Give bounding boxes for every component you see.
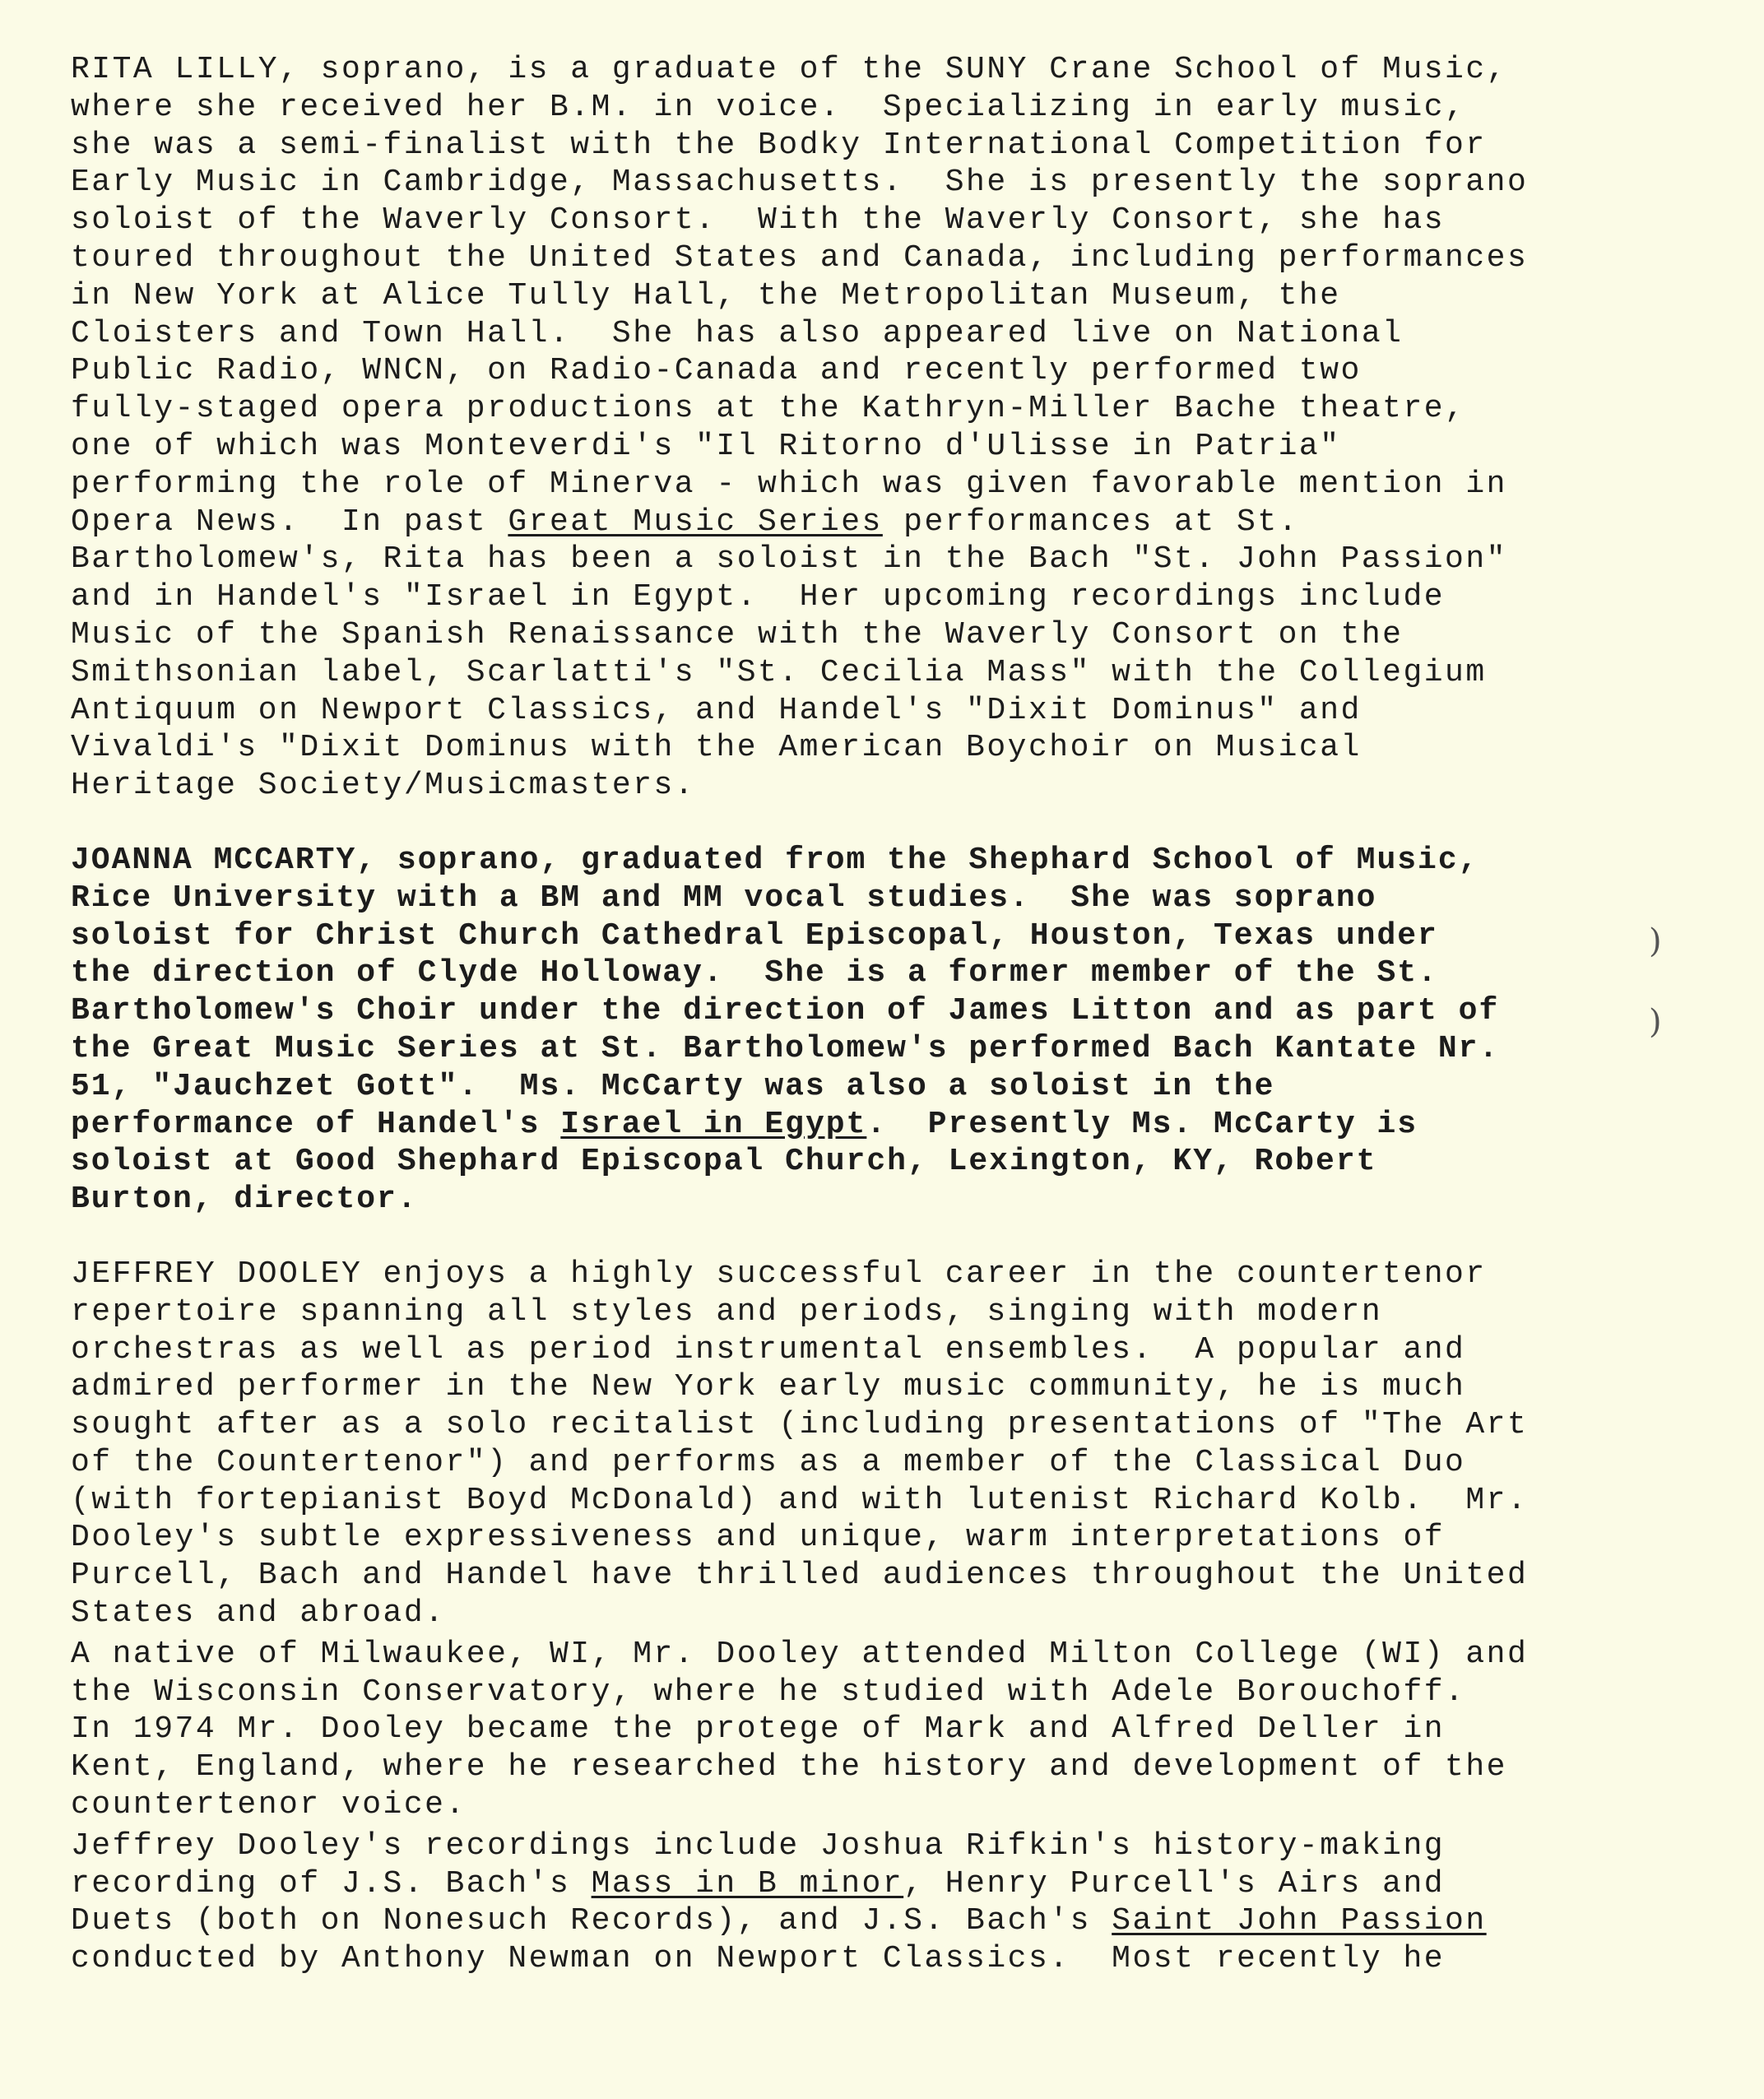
text-segment: the Wisconsin Conservatory, where he studied with Adele Borouchoff.	[71, 1674, 1466, 1710]
text-segment: Vivaldi's "Dixit Dominus with the American Boychoir on Musical	[71, 730, 1362, 766]
text-line	[71, 1519, 1716, 1557]
margin-bracket-mark: )	[1649, 922, 1662, 960]
underlined-title: Israel in Egypt	[560, 1106, 867, 1142]
text-segment: RITA LILLY, soprano, is a graduate of the SUNY Crane School of Music,	[71, 52, 1507, 87]
text-segment: Music of the Spanish Renaissance with the Waverly Consort on the	[71, 616, 1404, 652]
text-segment: recording of J.S. Bach's	[71, 1865, 592, 1902]
text-line	[71, 202, 1716, 239]
underlined-title: Saint John Passion	[1112, 1903, 1487, 1939]
text-line	[71, 1827, 1716, 1865]
text-line	[71, 1940, 1716, 1978]
text-line	[71, 1674, 1716, 1711]
text-line	[71, 954, 1716, 992]
text-segment: toured throughout the United States and Canada, including performances	[71, 239, 1529, 276]
text-line	[71, 1068, 1716, 1106]
text-segment: Kent, England, where he researched the history and development of the	[71, 1749, 1507, 1786]
document-page	[71, 51, 1716, 1978]
text-line	[71, 504, 1716, 541]
text-line	[71, 1482, 1716, 1520]
text-line	[71, 1786, 1716, 1824]
text-line	[71, 1181, 1716, 1219]
text-line	[71, 692, 1716, 730]
text-line	[71, 1406, 1716, 1444]
text-line	[71, 880, 1716, 917]
text-line	[71, 842, 1716, 880]
bio-joanna-mccarty	[71, 842, 1716, 1219]
text-line	[71, 616, 1716, 654]
text-line	[71, 89, 1716, 127]
text-line	[71, 239, 1716, 277]
text-segment: admired performer in the New York early music community, he is much	[71, 1369, 1466, 1405]
text-segment: the direction of Clyde Holloway. She is a former member of the St.	[71, 955, 1438, 991]
text-line	[71, 1748, 1716, 1786]
text-segment: Opera News. In past	[71, 504, 508, 540]
text-segment: conducted by Anthony Newman on Newport Classics. Most recently he	[71, 1941, 1446, 1977]
text-segment: of the Countertenor") and performs as a member of the Classical Duo	[71, 1444, 1466, 1480]
text-segment: Duets (both on Nonesuch Records), and J.S. Bach's	[71, 1903, 1112, 1939]
text-segment: soloist of the Waverly Consort. With the Waverly Consort, she has	[71, 202, 1446, 239]
text-line	[71, 767, 1716, 805]
text-segment: Smithsonian label, Scarlatti's "St. Cecilia Mass" with the Collegium	[71, 654, 1487, 690]
text-segment: Heritage Society/Musicmasters.	[71, 768, 696, 804]
bio-jeffrey-dooley-recordings	[71, 1827, 1716, 1978]
text-line	[71, 1293, 1716, 1331]
text-segment: repertoire spanning all styles and periods, singing with modern	[71, 1293, 1383, 1330]
text-segment: countertenor voice.	[71, 1787, 467, 1823]
text-line	[71, 428, 1716, 466]
text-segment: one of which was Monteverdi's "Il Ritorno d'Ulisse in Patria"	[71, 428, 1341, 464]
bio-jeffrey-dooley-career	[71, 1256, 1716, 1632]
text-line	[71, 1711, 1716, 1748]
text-segment: In 1974 Mr. Dooley became the protege of Mark and Alfred Deller in	[71, 1711, 1446, 1748]
text-segment: JEFFREY DOOLEY enjoys a highly successful career in the countertenor	[71, 1256, 1487, 1292]
margin-bracket-mark: )	[1649, 1003, 1662, 1041]
text-line	[71, 578, 1716, 616]
text-segment: and in Handel's "Israel in Egypt. Her upcoming recordings include	[71, 579, 1446, 615]
text-line	[71, 654, 1716, 692]
text-segment: Dooley's subtle expressiveness and unique, warm interpretations of	[71, 1520, 1446, 1556]
text-segment: orchestras as well as period instrumental ensembles. A popular and	[71, 1331, 1466, 1368]
text-segment: (with fortepianist Boyd McDonald) and with lutenist Richard Kolb. Mr.	[71, 1482, 1529, 1518]
text-segment: , Henry Purcell's Airs and	[903, 1865, 1446, 1902]
text-line	[71, 1256, 1716, 1293]
text-segment: soloist at Good Shephard Episcopal Church, Lexington, KY, Robert	[71, 1144, 1377, 1180]
text-segment: where she received her B.M. in voice. Specializing in early music,	[71, 89, 1466, 125]
text-segment: 51, "Jauchzet Gott". Ms. McCarty was also a soloist in the	[71, 1068, 1275, 1104]
text-segment: States and abroad.	[71, 1595, 446, 1632]
text-segment: she was a semi-finalist with the Bodky International Competition for	[71, 127, 1487, 163]
text-segment: Bartholomew's Choir under the direction of James Litton and as part of	[71, 993, 1500, 1029]
text-line	[71, 1143, 1716, 1181]
text-line	[71, 1595, 1716, 1632]
text-segment: . Presently Ms. McCarty is	[866, 1106, 1418, 1142]
text-line	[71, 1106, 1716, 1144]
text-segment: the Great Music Series at St. Bartholomew's performed Bach Kantate Nr.	[71, 1030, 1500, 1066]
text-segment: Rice University with a BM and MM vocal studies. She was soprano	[71, 880, 1377, 916]
text-line	[71, 1331, 1716, 1369]
text-line	[71, 992, 1716, 1030]
text-line	[71, 1444, 1716, 1482]
text-line	[71, 51, 1716, 89]
text-line	[71, 1030, 1716, 1068]
text-line	[71, 466, 1716, 504]
text-segment: in New York at Alice Tully Hall, the Metropolitan Museum, the	[71, 277, 1341, 313]
text-segment: performances at St.	[882, 504, 1299, 540]
text-segment: performance of Handel's	[71, 1106, 561, 1142]
text-segment: Early Music in Cambridge, Massachusetts. She is presently the soprano	[71, 165, 1529, 201]
text-segment: Cloisters and Town Hall. She has also appeared live on National	[71, 315, 1404, 351]
text-segment: Bartholomew's, Rita has been a soloist in the Bach "St. John Passion"	[71, 541, 1507, 578]
text-line	[71, 1636, 1716, 1674]
text-line	[71, 1902, 1716, 1940]
text-line	[71, 1557, 1716, 1595]
bio-jeffrey-dooley-background	[71, 1636, 1716, 1824]
text-line	[71, 541, 1716, 578]
text-segment: JOANNA MCCARTY, soprano, graduated from the Shephard School of Music,	[71, 842, 1479, 878]
bio-rita-lilly	[71, 51, 1716, 805]
text-segment: fully-staged opera productions at the Kathryn-Miller Bache theatre,	[71, 391, 1466, 427]
text-segment: Antiquum on Newport Classics, and Handel's "Dixit Dominus" and	[71, 692, 1362, 728]
text-line	[71, 1865, 1716, 1903]
text-segment: Burton, director.	[71, 1182, 418, 1218]
underlined-title: Great Music Series	[508, 504, 883, 540]
text-segment: Public Radio, WNCN, on Radio-Canada and recently performed two	[71, 353, 1362, 389]
text-line	[71, 277, 1716, 315]
text-segment: A native of Milwaukee, WI, Mr. Dooley attended Milton College (WI) and	[71, 1636, 1529, 1672]
text-segment: Jeffrey Dooley's recordings include Joshua Rifkin's history-making	[71, 1827, 1446, 1864]
text-line	[71, 315, 1716, 353]
text-line	[71, 390, 1716, 428]
text-segment: sought after as a solo recitalist (including presentations of "The Art	[71, 1407, 1529, 1443]
text-line	[71, 917, 1716, 955]
text-segment: performing the role of Minerva - which was given favorable mention in	[71, 466, 1507, 502]
underlined-title: Mass in B minor	[591, 1865, 904, 1902]
text-line	[71, 352, 1716, 390]
text-line	[71, 127, 1716, 165]
text-segment: Purcell, Bach and Handel have thrilled audiences throughout the United	[71, 1558, 1529, 1594]
text-segment: soloist for Christ Church Cathedral Episcopal, Houston, Texas under	[71, 917, 1438, 954]
text-line	[71, 164, 1716, 202]
text-line	[71, 729, 1716, 767]
text-line	[71, 1368, 1716, 1406]
